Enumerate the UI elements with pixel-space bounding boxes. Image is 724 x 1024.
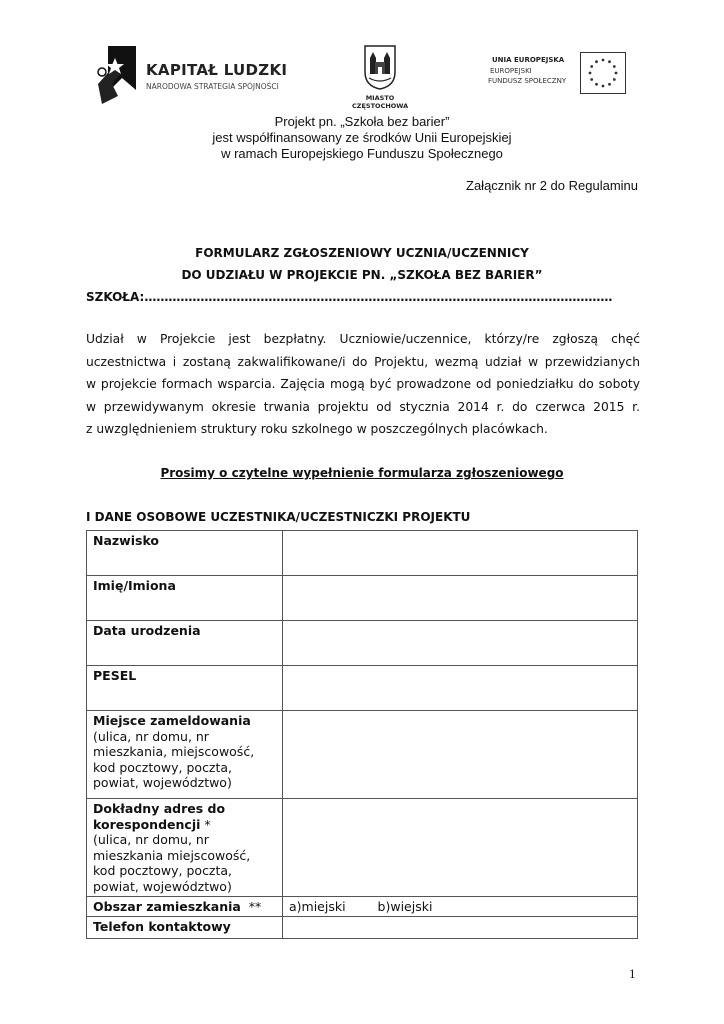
table-row [87,711,638,799]
surname-label: Nazwisko [87,531,283,576]
city-label-line1: MIASTO [365,94,395,102]
correspondence-cell [87,799,283,897]
registration-hint: (ulica, nr domu, nr mieszkania, miejscowość, kod pocztowy, poczta, powiat, województwo) [93,728,255,790]
eu-label-line2: EUROPEJSKI [490,67,532,75]
area-label: Obszar zamieszkania [93,899,241,914]
intro-paragraph [86,328,640,441]
school-field: SZKOŁA:……………………………………………………………………………………………………… [86,290,613,304]
form-title-line2: DO UDZIAŁU W PROJEKCIE PN. „SZKOŁA BEZ BARIER” [181,268,543,282]
area-cell [87,897,283,917]
kapital-ludzki-logo [92,44,292,108]
area-footnote-mark: ** [240,899,262,914]
eu-logo [488,52,630,100]
attachment-label: Załącznik nr 2 do Regulaminu [466,178,638,193]
table-row [87,531,638,576]
surname-input[interactable] [283,531,638,576]
registration-cell [87,711,283,799]
area-options [283,897,638,917]
intro-line: uczestnictwa i zostaną zakwalifikowane/i do Projektu, wezmą udział w przewidzianych [86,354,640,369]
intro-line: w przewidywanym okresie trwania projektu od stycznia 2014 r. do czerwca 2015 r. [86,399,640,414]
correspondence-label: Dokładny adres do korespondencji [93,801,226,832]
city-coat-of-arms-icon [363,44,397,90]
page-number: 1 [629,966,636,981]
eu-label-line1: UNIA EUROPEJSKA [492,56,565,64]
area-option-rural[interactable]: b)wiejski [377,899,433,914]
eu-label-line3: FUNDUSZ SPOŁECZNY [488,77,567,85]
city-label-line2: CZĘSTOCHOWA [352,102,409,110]
pesel-label: PESEL [87,666,283,711]
cofinancing-line: jest współfinansowany ze środków Unii Europejskiej [212,130,512,145]
eu-flag-icon [580,52,626,94]
dob-input[interactable] [283,621,638,666]
phone-input[interactable] [283,917,638,939]
kapital-ludzki-title: KAPITAŁ LUDZKI [146,61,288,79]
registration-label: Miejsce zameldowania [93,713,251,728]
fill-notice: Prosimy o czytelne wypełnienie formularza zgłoszeniowego [160,466,564,480]
table-row [87,576,638,621]
correspondence-hint: (ulica, nr domu, nr mieszkania miejscowość, kod pocztowy, poczta, powiat, województwo) [93,832,251,894]
phone-label: Telefon kontaktowy [87,917,283,939]
correspondence-input[interactable] [283,799,638,897]
table-row [87,799,638,897]
pesel-input[interactable] [283,666,638,711]
czestochowa-logo [352,44,408,110]
intro-line: w projekcie formach wsparcia. Zajęcia mogą być prowadzone od poniedziałku do soboty [86,377,640,391]
section-heading: I DANE OSOBOWE UCZESTNIKA/UCZESTNICZKI PROJEKTU [86,510,471,524]
area-option-urban[interactable]: a)miejski [289,899,346,914]
kapital-ludzki-emblem-icon [92,44,142,108]
personal-data-table [86,530,638,939]
project-name-line: Projekt pn. „Szkoła bez barier” [274,114,450,129]
intro-line: Udział w Projekcie jest bezpłatny. Uczniowie/uczennice, którzy/re zgłoszą chęć [86,332,640,346]
names-input[interactable] [283,576,638,621]
table-row [87,917,638,939]
fund-line: w ramach Europejskiego Funduszu Społecznego [221,146,503,161]
dob-label: Data urodzenia [87,621,283,666]
table-row [87,621,638,666]
form-title-line1: FORMULARZ ZGŁOSZENIOWY UCZNIA/UCZENNICY [195,246,529,260]
correspondence-footnote-mark: * [200,816,211,832]
table-row [87,666,638,711]
intro-line: z uwzględnieniem struktury roku szkolnego w poszczególnych placówkach. [86,422,548,436]
kapital-ludzki-subtitle: NARODOWA STRATEGIA SPÓJNOŚCI [146,82,279,91]
names-label: Imię/Imiona [87,576,283,621]
registration-input[interactable] [283,711,638,799]
table-row [87,897,638,917]
